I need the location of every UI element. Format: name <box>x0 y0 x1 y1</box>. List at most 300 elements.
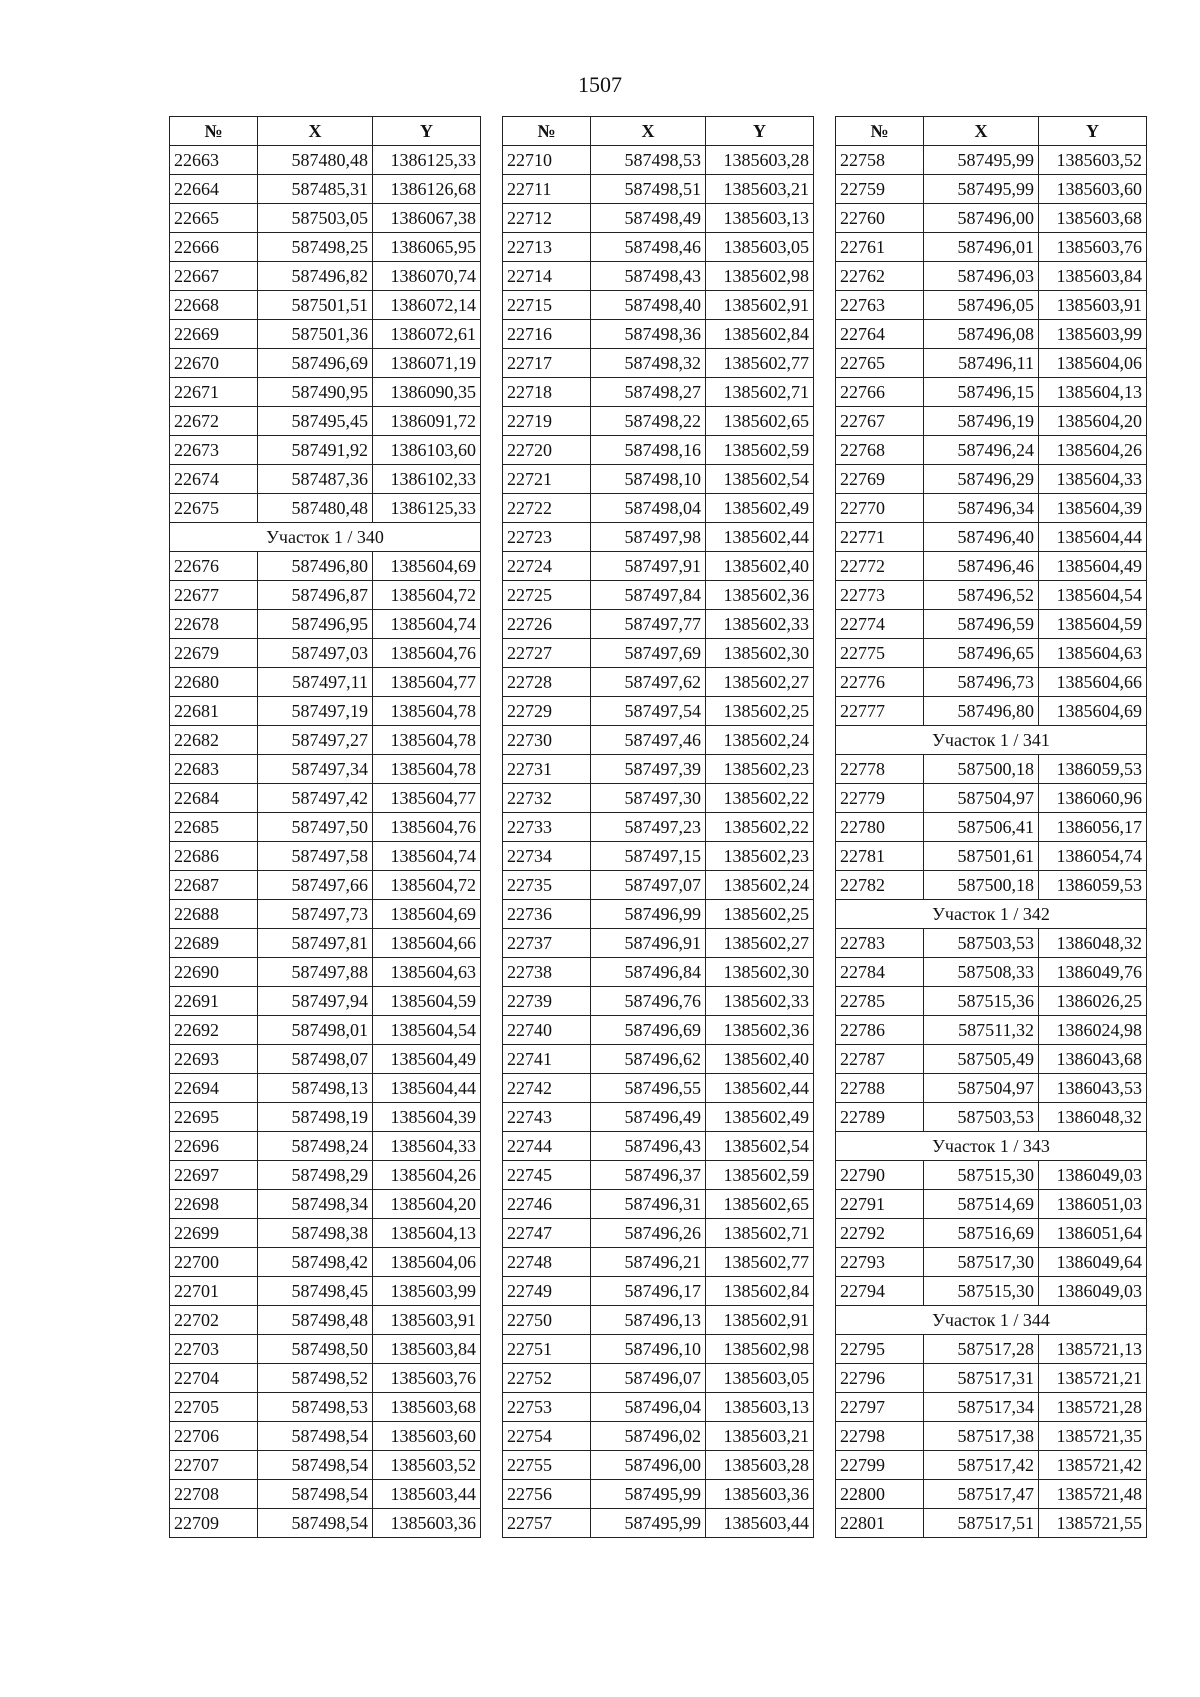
coord-y: 1385604,49 <box>373 1045 481 1074</box>
point-number: 22771 <box>836 523 924 552</box>
point-number: 22792 <box>836 1219 924 1248</box>
coord-x: 587496,19 <box>924 407 1039 436</box>
table-row <box>503 1074 814 1103</box>
table-row <box>836 1480 1147 1509</box>
coord-y: 1386059,53 <box>1039 755 1147 784</box>
header-y: Y <box>373 117 481 146</box>
coord-x: 587498,54 <box>258 1480 373 1509</box>
point-number: 22793 <box>836 1248 924 1277</box>
coord-x: 587495,99 <box>924 175 1039 204</box>
table-row <box>836 407 1147 436</box>
point-number: 22798 <box>836 1422 924 1451</box>
coord-x: 587496,95 <box>258 610 373 639</box>
table-header-row <box>503 117 814 146</box>
point-number: 22688 <box>170 900 258 929</box>
point-number: 22690 <box>170 958 258 987</box>
point-number: 22789 <box>836 1103 924 1132</box>
table-row <box>836 1074 1147 1103</box>
header-number: № <box>503 117 591 146</box>
coord-y: 1385603,60 <box>373 1422 481 1451</box>
point-number: 22753 <box>503 1393 591 1422</box>
header-y: Y <box>706 117 814 146</box>
coord-y: 1386059,53 <box>1039 871 1147 900</box>
coord-y: 1386048,32 <box>1039 1103 1147 1132</box>
section-title: Участок 1 / 344 <box>836 1306 1147 1335</box>
table-row <box>170 1480 481 1509</box>
coord-x: 587480,48 <box>258 146 373 175</box>
point-number: 22689 <box>170 929 258 958</box>
point-number: 22743 <box>503 1103 591 1132</box>
point-number: 22757 <box>503 1509 591 1538</box>
coord-y: 1385602,40 <box>706 1045 814 1074</box>
coord-x: 587498,10 <box>591 465 706 494</box>
table-row <box>170 668 481 697</box>
point-number: 22663 <box>170 146 258 175</box>
section-row <box>170 523 481 552</box>
coord-y: 1385603,52 <box>1039 146 1147 175</box>
coord-x: 587496,00 <box>591 1451 706 1480</box>
coord-y: 1385603,91 <box>1039 291 1147 320</box>
table-row <box>836 552 1147 581</box>
table-row <box>503 726 814 755</box>
point-number: 22801 <box>836 1509 924 1538</box>
coord-y: 1385604,39 <box>373 1103 481 1132</box>
table-row <box>170 1248 481 1277</box>
point-number: 22702 <box>170 1306 258 1335</box>
table-row <box>170 987 481 1016</box>
coord-y: 1385602,71 <box>706 1219 814 1248</box>
coord-x: 587515,30 <box>924 1277 1039 1306</box>
table-row <box>836 1045 1147 1074</box>
coord-x: 587501,51 <box>258 291 373 320</box>
coord-y: 1385603,99 <box>1039 320 1147 349</box>
coord-x: 587496,26 <box>591 1219 706 1248</box>
table-row <box>836 1190 1147 1219</box>
table-row <box>836 1393 1147 1422</box>
coord-x: 587496,91 <box>591 929 706 958</box>
section-row <box>836 1132 1147 1161</box>
table-row <box>503 987 814 1016</box>
table-row <box>170 1277 481 1306</box>
table-row <box>836 1364 1147 1393</box>
coord-x: 587497,46 <box>591 726 706 755</box>
point-number: 22794 <box>836 1277 924 1306</box>
coord-x: 587496,55 <box>591 1074 706 1103</box>
coord-x: 587496,82 <box>258 262 373 291</box>
coord-y: 1386049,03 <box>1039 1161 1147 1190</box>
point-number: 22772 <box>836 552 924 581</box>
coord-x: 587504,97 <box>924 1074 1039 1103</box>
point-number: 22766 <box>836 378 924 407</box>
coord-x: 587496,43 <box>591 1132 706 1161</box>
table-row <box>170 1161 481 1190</box>
coord-y: 1385604,78 <box>373 755 481 784</box>
table-row <box>836 436 1147 465</box>
coord-y: 1385604,06 <box>373 1248 481 1277</box>
table-row <box>170 813 481 842</box>
table-row <box>170 1074 481 1103</box>
point-number: 22693 <box>170 1045 258 1074</box>
point-number: 22741 <box>503 1045 591 1074</box>
table-row <box>170 755 481 784</box>
coord-x: 587517,38 <box>924 1422 1039 1451</box>
coord-y: 1385604,69 <box>373 900 481 929</box>
point-number: 22752 <box>503 1364 591 1393</box>
coord-x: 587515,30 <box>924 1161 1039 1190</box>
coord-y: 1385721,28 <box>1039 1393 1147 1422</box>
coord-x: 587498,40 <box>591 291 706 320</box>
coord-y: 1385603,84 <box>373 1335 481 1364</box>
coord-y: 1385602,33 <box>706 610 814 639</box>
coord-x: 587498,49 <box>591 204 706 233</box>
coord-y: 1386065,95 <box>373 233 481 262</box>
point-number: 22666 <box>170 233 258 262</box>
coord-y: 1385603,36 <box>706 1480 814 1509</box>
table-row <box>503 929 814 958</box>
coord-x: 587497,50 <box>258 813 373 842</box>
point-number: 22781 <box>836 842 924 871</box>
coord-x: 587498,54 <box>258 1451 373 1480</box>
table-row <box>170 233 481 262</box>
table-row <box>503 697 814 726</box>
coord-x: 587495,99 <box>591 1480 706 1509</box>
coord-y: 1385602,25 <box>706 697 814 726</box>
point-number: 22746 <box>503 1190 591 1219</box>
coord-x: 587495,99 <box>591 1509 706 1538</box>
coord-x: 587498,51 <box>591 175 706 204</box>
point-number: 22788 <box>836 1074 924 1103</box>
table-row <box>170 1364 481 1393</box>
table-row <box>170 146 481 175</box>
coord-x: 587480,48 <box>258 494 373 523</box>
point-number: 22719 <box>503 407 591 436</box>
point-number: 22765 <box>836 349 924 378</box>
point-number: 22729 <box>503 697 591 726</box>
coord-x: 587496,59 <box>924 610 1039 639</box>
section-row <box>836 900 1147 929</box>
point-number: 22755 <box>503 1451 591 1480</box>
table-row <box>503 378 814 407</box>
coord-y: 1385602,40 <box>706 552 814 581</box>
coord-y: 1385721,21 <box>1039 1364 1147 1393</box>
table-row <box>170 639 481 668</box>
coord-x: 587498,22 <box>591 407 706 436</box>
table-row <box>503 1335 814 1364</box>
table-row <box>170 697 481 726</box>
coord-x: 587508,33 <box>924 958 1039 987</box>
section-title: Участок 1 / 342 <box>836 900 1147 929</box>
coord-x: 587496,84 <box>591 958 706 987</box>
coord-y: 1385603,05 <box>706 1364 814 1393</box>
coord-x: 587514,69 <box>924 1190 1039 1219</box>
point-number: 22740 <box>503 1016 591 1045</box>
coord-y: 1385604,66 <box>1039 668 1147 697</box>
coord-y: 1385602,24 <box>706 726 814 755</box>
coord-x: 587498,16 <box>591 436 706 465</box>
table-row <box>170 1132 481 1161</box>
header-x: X <box>591 117 706 146</box>
coord-y: 1386048,32 <box>1039 929 1147 958</box>
table-row <box>170 1219 481 1248</box>
coord-y: 1385603,05 <box>706 233 814 262</box>
table-row <box>503 1161 814 1190</box>
table-row <box>503 958 814 987</box>
coord-y: 1385604,72 <box>373 581 481 610</box>
table-row <box>836 871 1147 900</box>
coord-x: 587497,42 <box>258 784 373 813</box>
table-row <box>170 1509 481 1538</box>
point-number: 22695 <box>170 1103 258 1132</box>
coord-y: 1385603,91 <box>373 1306 481 1335</box>
point-number: 22681 <box>170 697 258 726</box>
section-title: Участок 1 / 341 <box>836 726 1147 755</box>
point-number: 22758 <box>836 146 924 175</box>
point-number: 22759 <box>836 175 924 204</box>
table-row <box>836 610 1147 639</box>
coord-x: 587497,07 <box>591 871 706 900</box>
coord-x: 587497,66 <box>258 871 373 900</box>
table-row <box>170 784 481 813</box>
table-row <box>170 929 481 958</box>
coord-x: 587517,42 <box>924 1451 1039 1480</box>
coord-y: 1386049,76 <box>1039 958 1147 987</box>
point-number: 22748 <box>503 1248 591 1277</box>
coord-y: 1386049,64 <box>1039 1248 1147 1277</box>
coord-y: 1386126,68 <box>373 175 481 204</box>
section-title: Участок 1 / 340 <box>170 523 481 552</box>
coord-x: 587498,24 <box>258 1132 373 1161</box>
table-row <box>170 842 481 871</box>
coord-x: 587497,98 <box>591 523 706 552</box>
coord-y: 1385721,13 <box>1039 1335 1147 1364</box>
point-number: 22735 <box>503 871 591 900</box>
table-row <box>836 842 1147 871</box>
point-number: 22707 <box>170 1451 258 1480</box>
point-number: 22787 <box>836 1045 924 1074</box>
table-row <box>503 1190 814 1219</box>
point-number: 22767 <box>836 407 924 436</box>
table-row <box>836 175 1147 204</box>
coord-x: 587517,28 <box>924 1335 1039 1364</box>
table-row <box>170 958 481 987</box>
coord-y: 1385721,55 <box>1039 1509 1147 1538</box>
table-row <box>503 320 814 349</box>
point-number: 22714 <box>503 262 591 291</box>
point-number: 22796 <box>836 1364 924 1393</box>
point-number: 22700 <box>170 1248 258 1277</box>
coord-x: 587516,69 <box>924 1219 1039 1248</box>
coord-y: 1385602,59 <box>706 1161 814 1190</box>
point-number: 22704 <box>170 1364 258 1393</box>
coord-y: 1385603,99 <box>373 1277 481 1306</box>
coord-y: 1385602,36 <box>706 1016 814 1045</box>
coord-y: 1385602,54 <box>706 465 814 494</box>
table-row <box>503 755 814 784</box>
point-number: 22684 <box>170 784 258 813</box>
coord-y: 1385602,27 <box>706 929 814 958</box>
point-number: 22790 <box>836 1161 924 1190</box>
point-number: 22698 <box>170 1190 258 1219</box>
coord-x: 587498,54 <box>258 1509 373 1538</box>
coord-x: 587498,01 <box>258 1016 373 1045</box>
point-number: 22756 <box>503 1480 591 1509</box>
table-row <box>836 1219 1147 1248</box>
point-number: 22779 <box>836 784 924 813</box>
coord-y: 1385602,84 <box>706 1277 814 1306</box>
point-number: 22726 <box>503 610 591 639</box>
coord-y: 1386071,19 <box>373 349 481 378</box>
table-row <box>836 813 1147 842</box>
table-row <box>836 233 1147 262</box>
point-number: 22769 <box>836 465 924 494</box>
point-number: 22675 <box>170 494 258 523</box>
table-row <box>836 378 1147 407</box>
table-row <box>170 1016 481 1045</box>
coord-y: 1385603,44 <box>373 1480 481 1509</box>
table-row <box>503 1509 814 1538</box>
point-number: 22733 <box>503 813 591 842</box>
coord-x: 587491,92 <box>258 436 373 465</box>
coord-y: 1385602,22 <box>706 813 814 842</box>
coord-x: 587496,04 <box>591 1393 706 1422</box>
coord-x: 587504,97 <box>924 784 1039 813</box>
coord-x: 587498,52 <box>258 1364 373 1393</box>
point-number: 22711 <box>503 175 591 204</box>
coord-y: 1385602,98 <box>706 262 814 291</box>
coord-x: 587497,88 <box>258 958 373 987</box>
point-number: 22679 <box>170 639 258 668</box>
coord-y: 1385604,74 <box>373 610 481 639</box>
point-number: 22773 <box>836 581 924 610</box>
coord-y: 1385603,44 <box>706 1509 814 1538</box>
coord-y: 1386056,17 <box>1039 813 1147 842</box>
coord-y: 1385604,77 <box>373 668 481 697</box>
point-number: 22710 <box>503 146 591 175</box>
point-number: 22687 <box>170 871 258 900</box>
table-row <box>503 1306 814 1335</box>
coord-x: 587517,34 <box>924 1393 1039 1422</box>
point-number: 22692 <box>170 1016 258 1045</box>
point-number: 22724 <box>503 552 591 581</box>
coord-x: 587497,91 <box>591 552 706 581</box>
point-number: 22672 <box>170 407 258 436</box>
table-row <box>503 610 814 639</box>
coord-x: 587500,18 <box>924 755 1039 784</box>
table-row <box>836 291 1147 320</box>
coord-y: 1385604,59 <box>373 987 481 1016</box>
coord-y: 1385602,49 <box>706 1103 814 1132</box>
point-number: 22734 <box>503 842 591 871</box>
table-row <box>503 1480 814 1509</box>
coord-y: 1385602,30 <box>706 958 814 987</box>
table-row <box>503 291 814 320</box>
point-number: 22761 <box>836 233 924 262</box>
table-row <box>170 175 481 204</box>
point-number: 22664 <box>170 175 258 204</box>
coord-x: 587498,54 <box>258 1422 373 1451</box>
coord-x: 587501,61 <box>924 842 1039 871</box>
coord-x: 587517,31 <box>924 1364 1039 1393</box>
table-row <box>503 639 814 668</box>
coord-x: 587498,27 <box>591 378 706 407</box>
coord-x: 587497,84 <box>591 581 706 610</box>
table-row <box>836 755 1147 784</box>
point-number: 22676 <box>170 552 258 581</box>
point-number: 22763 <box>836 291 924 320</box>
coordinates-table-right <box>835 116 1147 1538</box>
point-number: 22730 <box>503 726 591 755</box>
table-row <box>503 436 814 465</box>
coord-y: 1386103,60 <box>373 436 481 465</box>
table-row <box>836 320 1147 349</box>
coord-y: 1385604,66 <box>373 929 481 958</box>
coord-x: 587496,02 <box>591 1422 706 1451</box>
coord-x: 587490,95 <box>258 378 373 407</box>
coord-y: 1385721,35 <box>1039 1422 1147 1451</box>
coord-y: 1385603,36 <box>373 1509 481 1538</box>
coord-y: 1385602,91 <box>706 1306 814 1335</box>
coord-x: 587498,53 <box>591 146 706 175</box>
point-number: 22674 <box>170 465 258 494</box>
coord-y: 1385604,54 <box>1039 581 1147 610</box>
coord-x: 587496,37 <box>591 1161 706 1190</box>
point-number: 22778 <box>836 755 924 784</box>
point-number: 22744 <box>503 1132 591 1161</box>
point-number: 22791 <box>836 1190 924 1219</box>
table-row <box>836 929 1147 958</box>
table-row <box>836 1277 1147 1306</box>
coord-x: 587498,04 <box>591 494 706 523</box>
table-row <box>503 552 814 581</box>
coord-y: 1385604,44 <box>1039 523 1147 552</box>
coord-y: 1385602,36 <box>706 581 814 610</box>
coord-y: 1385603,68 <box>373 1393 481 1422</box>
table-row <box>170 610 481 639</box>
coord-x: 587498,48 <box>258 1306 373 1335</box>
table-row <box>836 987 1147 1016</box>
point-number: 22783 <box>836 929 924 958</box>
point-number: 22782 <box>836 871 924 900</box>
table-row <box>503 1277 814 1306</box>
coord-y: 1385603,76 <box>373 1364 481 1393</box>
table-row <box>170 552 481 581</box>
coord-x: 587495,99 <box>924 146 1039 175</box>
point-number: 22784 <box>836 958 924 987</box>
coord-x: 587496,15 <box>924 378 1039 407</box>
table-row <box>503 813 814 842</box>
point-number: 22665 <box>170 204 258 233</box>
table-row <box>836 1016 1147 1045</box>
coord-y: 1386043,68 <box>1039 1045 1147 1074</box>
point-number: 22780 <box>836 813 924 842</box>
coord-y: 1385602,54 <box>706 1132 814 1161</box>
coord-y: 1385602,91 <box>706 291 814 320</box>
table-row <box>170 204 481 233</box>
point-number: 22699 <box>170 1219 258 1248</box>
table-row <box>170 262 481 291</box>
coord-x: 587497,62 <box>591 668 706 697</box>
coord-x: 587498,25 <box>258 233 373 262</box>
header-x: X <box>924 117 1039 146</box>
coord-x: 587496,21 <box>591 1248 706 1277</box>
coord-y: 1386090,35 <box>373 378 481 407</box>
point-number: 22795 <box>836 1335 924 1364</box>
point-number: 22716 <box>503 320 591 349</box>
point-number: 22786 <box>836 1016 924 1045</box>
coord-y: 1385604,78 <box>373 697 481 726</box>
coord-y: 1386060,96 <box>1039 784 1147 813</box>
coord-x: 587496,17 <box>591 1277 706 1306</box>
